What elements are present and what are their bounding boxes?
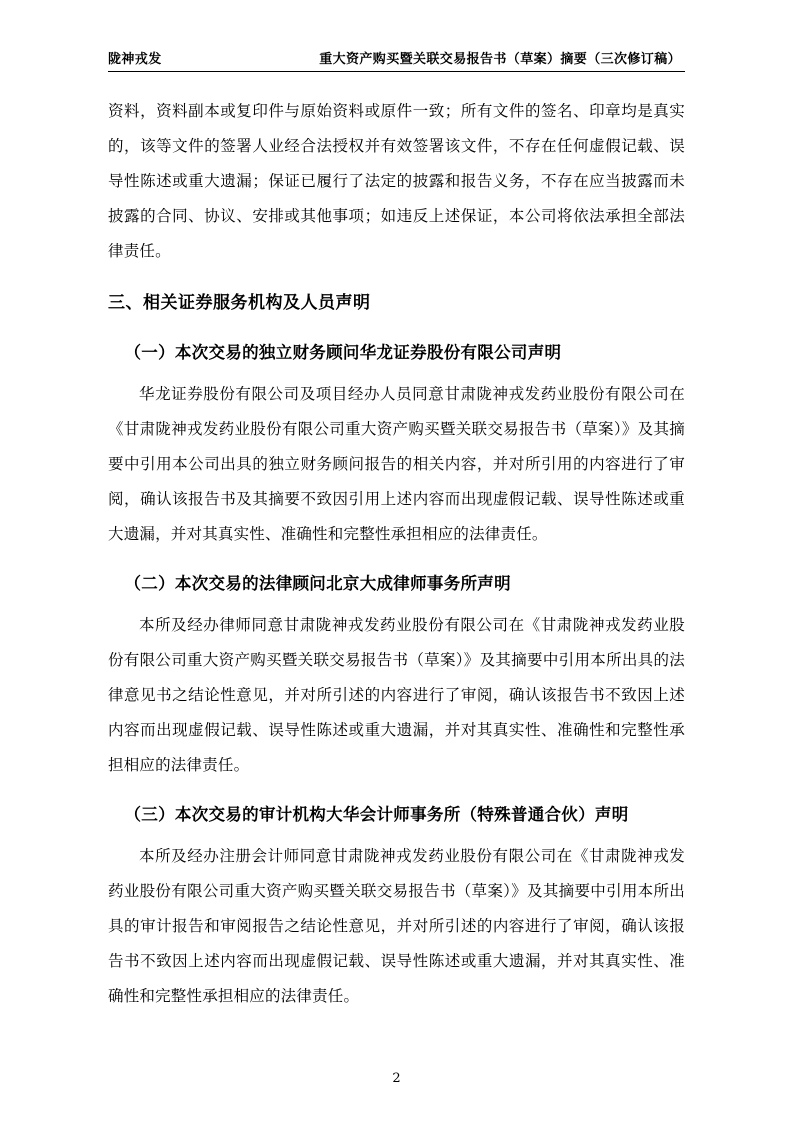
header-company-name: 陇神戎发 (108, 52, 162, 67)
paragraph-auditor-statement: 本所及经办注册会计师同意甘肃陇神戎发药业股份有限公司在《甘肃陇神戎发药业股份有限公司重大资产购买暨关联交易报告书（草案）》及其摘要中引用本所出具的审计报告和审阅报告之结论性意见，并对所引述的内容进行了审阅，确认该报告书不致因上述内容而出现虚假记载、误导性陈述或重大遗漏，并对其真实性、准确性和完整性承担相应的法律责任。 (108, 847, 685, 1005)
header-document-title: 重大资产购买暨关联交易报告书（草案）摘要（三次修订稿） (319, 52, 681, 67)
page-number: 2 (392, 1071, 401, 1086)
paragraph-legal-counsel-statement: 本所及经办律师同意甘肃陇神戎发药业股份有限公司在《甘肃陇神戎发药业股份有限公司重大资产购买暨关联交易报告书（草案）》及其摘要中引用本所出具的法律意见书之结论性意见，并对所引述的内容进行了审阅，确认该报告书不致因上述内容而出现虚假记载、误导性陈述或重大遗漏，并对其真实性、准确性和完整性承担相应的法律责任。 (108, 616, 685, 774)
section-heading-three: 三、相关证券服务机构及人员声明 (108, 293, 371, 313)
page-content (108, 48, 685, 1082)
subsection-heading-legal-counsel: （二）本次交易的法律顾问北京大成律师事务所声明 (124, 574, 511, 593)
subsection-heading-financial-advisor: （一）本次交易的独立财务顾问华龙证券股份有限公司声明 (124, 343, 562, 362)
paragraph-financial-advisor-statement: 华龙证券股份有限公司及项目经办人员同意甘肃陇神戎发药业股份有限公司在《甘肃陇神戎发药业股份有限公司重大资产购买暨关联交易报告书（草案）》及其摘要中引用本公司出具的独立财务顾问报告的相关内容，并对所引用的内容进行了审阅，确认该报告书及其摘要不致因引用上述内容而出现虚假记载、误导性陈述或重大遗漏，并对其真实性、准确性和完整性承担相应的法律责任。 (108, 385, 685, 543)
subsection-heading-auditor: （三）本次交易的审计机构大华会计师事务所（特殊普通合伙）声明 (124, 805, 629, 824)
paragraph-declaration-continued: 资料，资料副本或复印件与原始资料或原件一致；所有文件的签名、印章均是真实的，该等文件的签署人业经合法授权并有效签署该文件，不存在任何虚假记载、误导性陈述或重大遗漏；保证已履行了法定的披露和报告义务，不存在应当披露而未披露的合同、协议、安排或其他事项；如违反上述保证，本公司将依法承担全部法律责任。 (108, 102, 685, 260)
header-divider (108, 71, 685, 72)
running-header (108, 48, 685, 71)
